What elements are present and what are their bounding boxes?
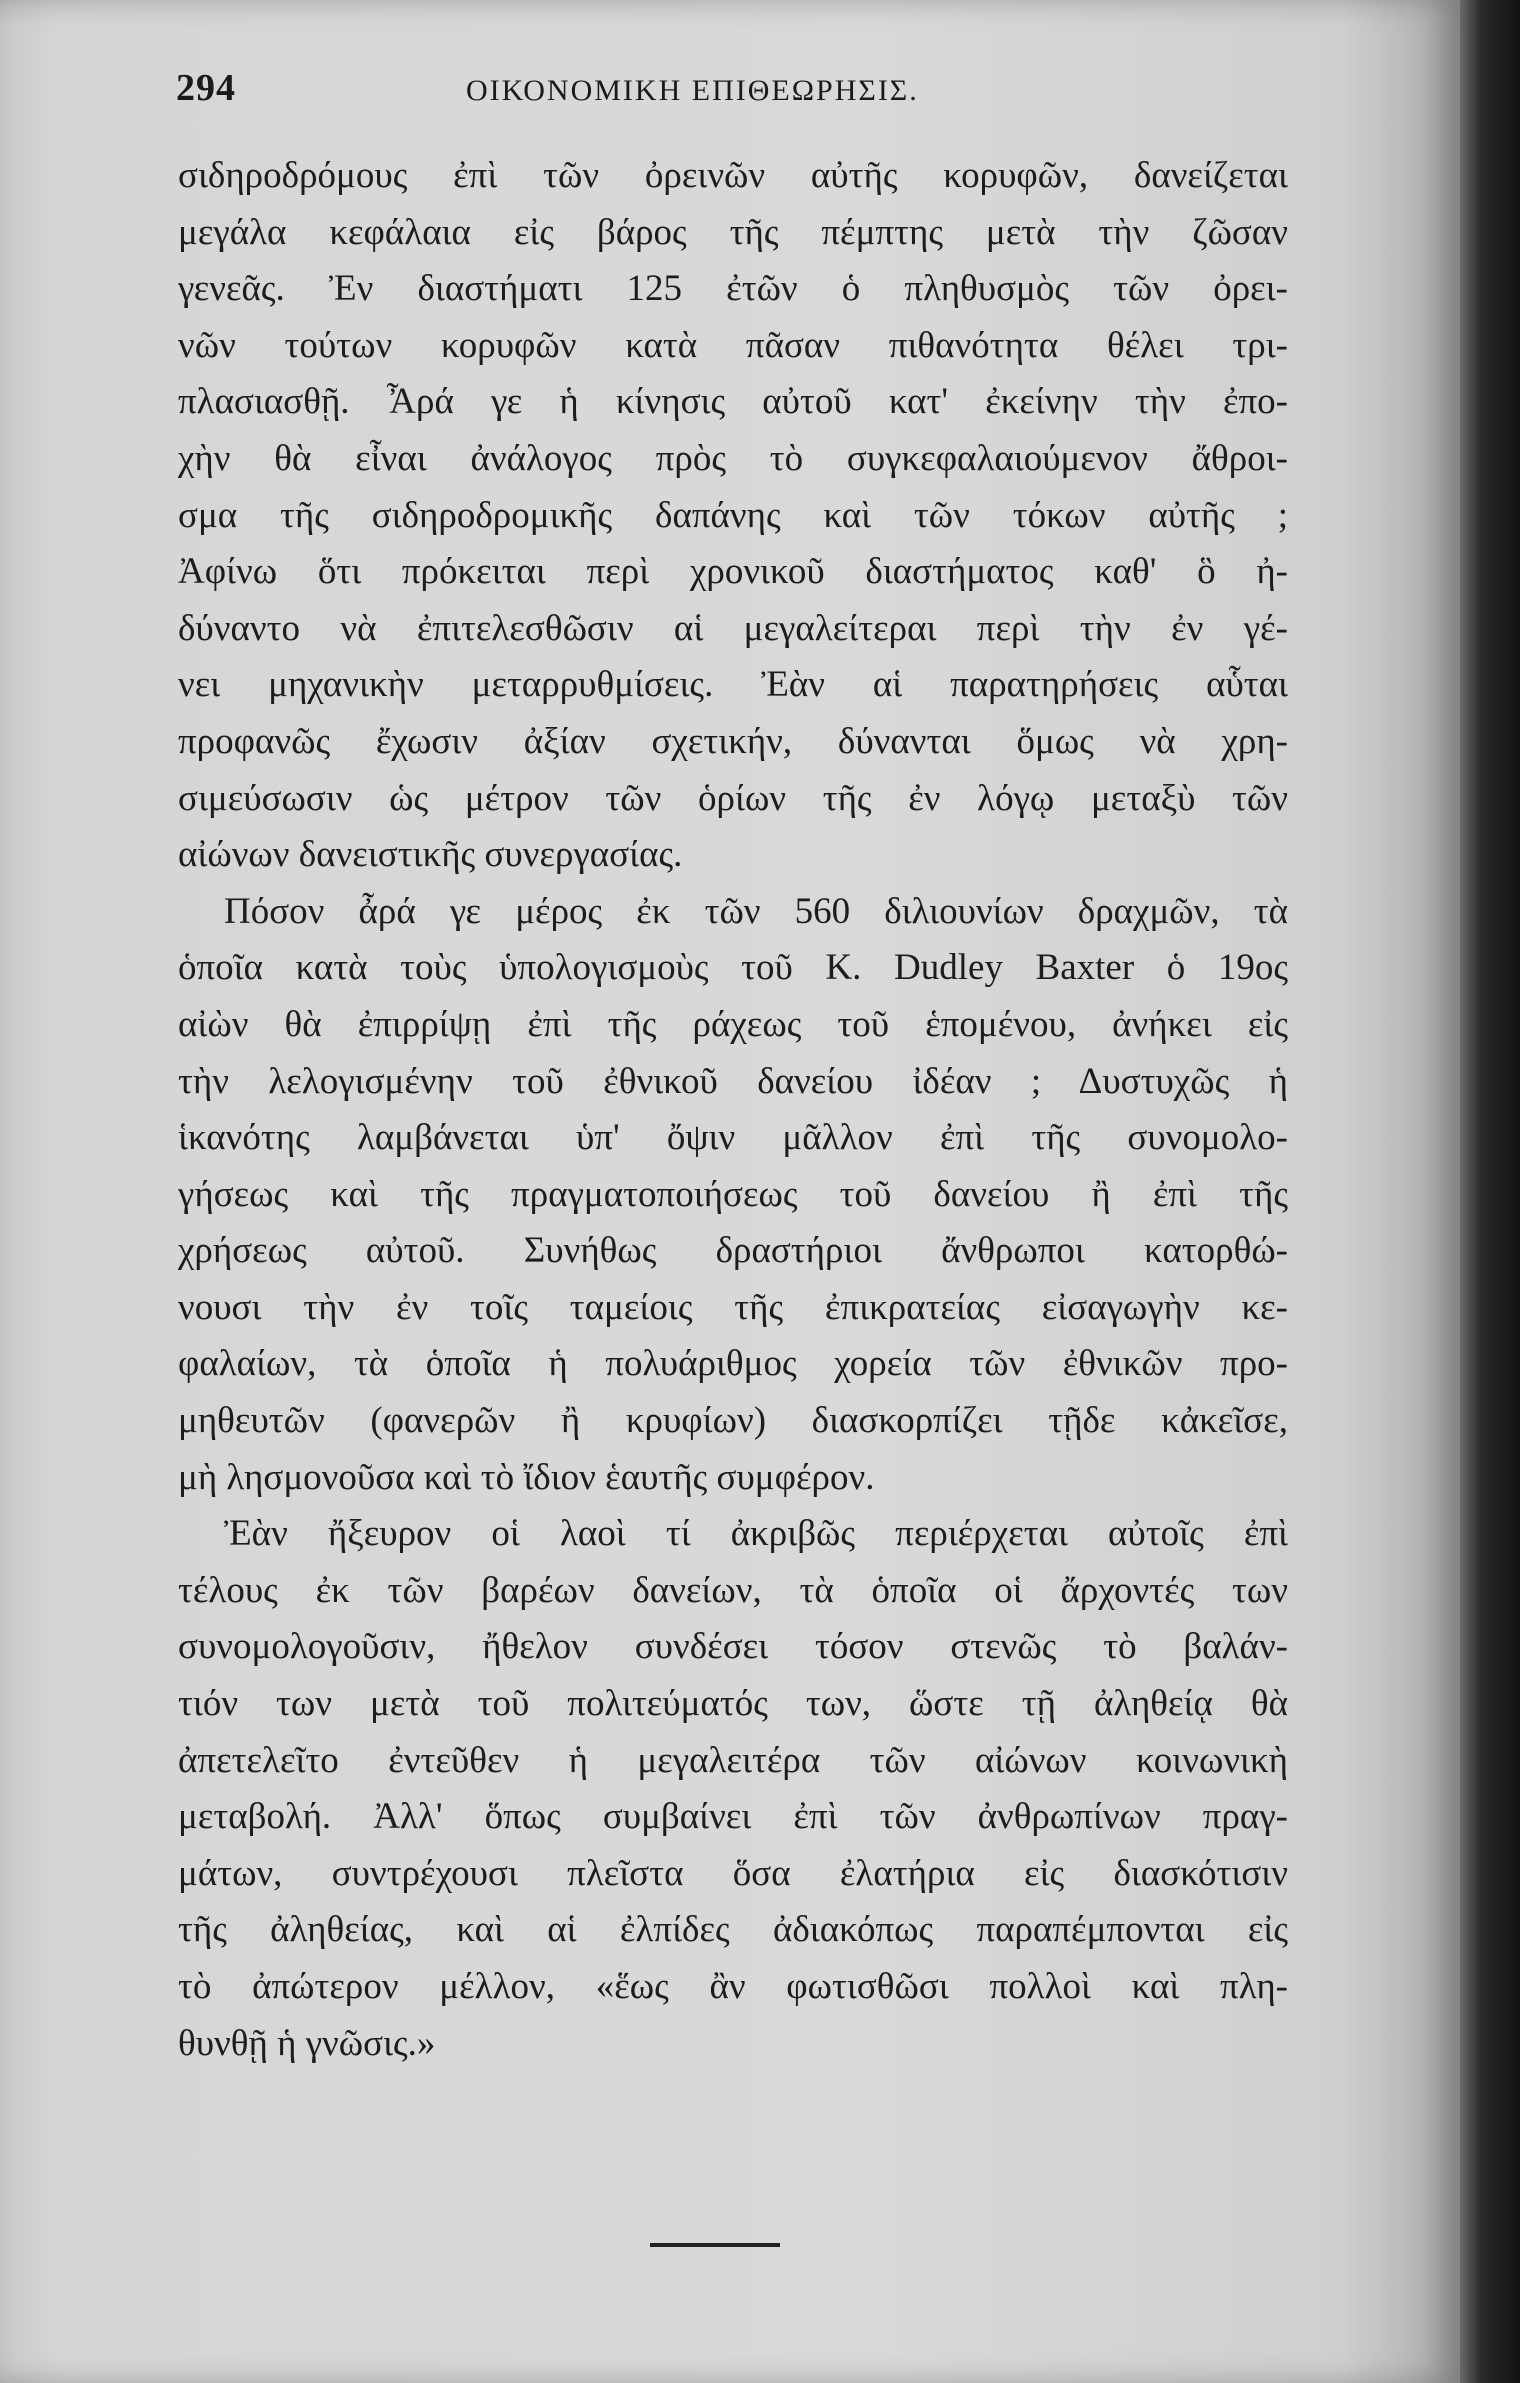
text-line: σμα τῆς σιδηροδρομικῆς δαπάνης καὶ τῶν τόκων αὐτῆς ; [178,494,1288,536]
text-line: σιμεύσωσιν ὡς μέτρον τῶν ὁρίων τῆς ἐν λόγῳ μεταξὺ τῶν [178,777,1288,819]
text-line: χρήσεως αὐτοῦ. Συνήθως δραστήριοι ἄνθρωποι κατορθώ- [178,1230,1288,1272]
text-line: νουσι τὴν ἐν τοῖς ταμείοις τῆς ἐπικρατείας εἰσαγωγὴν κε- [178,1286,1288,1328]
text-line: χὴν θὰ εἶναι ἀνάλογος πρὸς τὸ συγκεφαλαιούμενον ἄθροι- [178,437,1288,479]
text-line: μηθευτῶν (φανερῶν ἢ κρυφίων) διασκορπίζει τῇδε κἀκεῖσε, [178,1400,1288,1442]
text-line: ἀπετελεῖτο ἐντεῦθεν ἡ μεγαλειτέρα τῶν αἰώνων κοινωνικὴ [178,1739,1288,1781]
text-line: θυνθῇ ἡ γνῶσις.» [178,2022,436,2064]
running-title: ΟΙΚΟΝΟΜΙΚΗ ΕΠΙΘΕΩΡΗΣΙΣ. [466,74,919,107]
text-line: ἱκανότης λαμβάνεται ὑπ' ὄψιν μᾶλλον ἐπὶ τῆς συνομολο- [178,1117,1288,1159]
text-line: τὴν λελογισμένην τοῦ ἐθνικοῦ δανείου ἰδέαν ; Δυστυχῶς ἡ [178,1060,1288,1102]
text-line: φαλαίων, τὰ ὁποῖα ἡ πολυάριθμος χορεία τῶν ἐθνικῶν προ- [178,1343,1288,1385]
text-line: Ἐὰν ἤξευρον οἱ λαοὶ τί ἀκριβῶς περιέρχεται αὐτοῖς ἐπὶ [224,1513,1288,1555]
text-line: μεγάλα κεφάλαια εἰς βάρος τῆς πέμπτης μετὰ τὴν ζῶσαν [178,211,1288,253]
text-line: νῶν τούτων κορυφῶν κατὰ πᾶσαν πιθανότητα θέλει τρι- [178,324,1288,366]
text-line: τιόν των μετὰ τοῦ πολιτεύματός των, ὥστε τῇ ἀληθείᾳ θὰ [178,1683,1288,1725]
text-line: δύναντο νὰ ἐπιτελεσθῶσιν αἱ μεγαλείτεραι περὶ τὴν ἐν γέ- [178,607,1288,649]
end-rule [650,2243,780,2247]
text-line: Πόσον ἆρά γε μέρος ἐκ τῶν 560 διλιουνίων δραχμῶν, τὰ [224,890,1288,932]
text-line: συνομολογοῦσιν, ἤθελον συνδέσει τόσον στενῶς τὸ βαλάν- [178,1626,1288,1668]
text-line: τέλους ἐκ τῶν βαρέων δανείων, τὰ ὁποῖα οἱ ἄρχοντές των [178,1569,1288,1611]
text-line: προφανῶς ἔχωσιν ἀξίαν σχετικήν, δύνανται ὅμως νὰ χρη- [178,720,1288,762]
text-line: πλασιασθῇ. Ἆρά γε ἡ κίνησις αὐτοῦ κατ' ἐκείνην τὴν ἐπο- [178,381,1288,423]
paragraph [178,1506,1288,2072]
page-gutter-shadow [1460,0,1520,2383]
text-line: ὁποῖα κατὰ τοὺς ὑπολογισμοὺς τοῦ Κ. Dudley Baxter ὁ 19ος [178,947,1288,989]
text-line: μάτων, συντρέχουσι πλεῖστα ὅσα ἐλατήρια εἰς διασκότισιν [178,1852,1288,1894]
paragraph [178,884,1288,1507]
text-line: τῆς ἀληθείας, καὶ αἱ ἐλπίδες ἀδιακόπως παραπέμπονται εἰς [178,1909,1288,1951]
text-line: νει μηχανικὴν μεταρρυθμίσεις. Ἐὰν αἱ παρατηρήσεις αὗται [178,664,1288,706]
page-header [176,62,1286,122]
text-line: τὸ ἀπώτερον μέλλον, «ἕως ἂν φωτισθῶσι πολλοὶ καὶ πλη- [178,1966,1288,2007]
text-line: γήσεως καὶ τῆς πραγματοποιήσεως τοῦ δανείου ἢ ἐπὶ τῆς [178,1173,1288,1215]
text-line: Ἀφίνω ὅτι πρόκειται περὶ χρονικοῦ διαστήματος καθ' ὃ ἠ- [178,551,1288,593]
text-line: σιδηροδρόμους ἐπὶ τῶν ὀρεινῶν αὐτῆς κορυφῶν, δανείζεται [178,155,1288,196]
text-line: γενεᾶς. Ἐν διαστήματι 125 ἐτῶν ὁ πληθυσμὸς τῶν ὀρει- [178,268,1288,310]
text-line: μὴ λησμονοῦσα καὶ τὸ ἴδιον ἑαυτῆς συμφέρον. [178,1456,875,1498]
text-line: μεταβολή. Ἀλλ' ὅπως συμβαίνει ἐπὶ τῶν ἀνθρωπίνων πραγ- [178,1796,1288,1838]
page-number: 294 [176,67,236,109]
text-line: αἰὼν θὰ ἐπιρρίψῃ ἐπὶ τῆς ράχεως τοῦ ἑπομένου, ἀνήκει εἰς [178,1003,1288,1045]
paragraph [178,148,1288,884]
body-text [178,148,1288,2072]
text-line: αἰώνων δανειστικῆς συνεργασίας. [178,834,683,876]
